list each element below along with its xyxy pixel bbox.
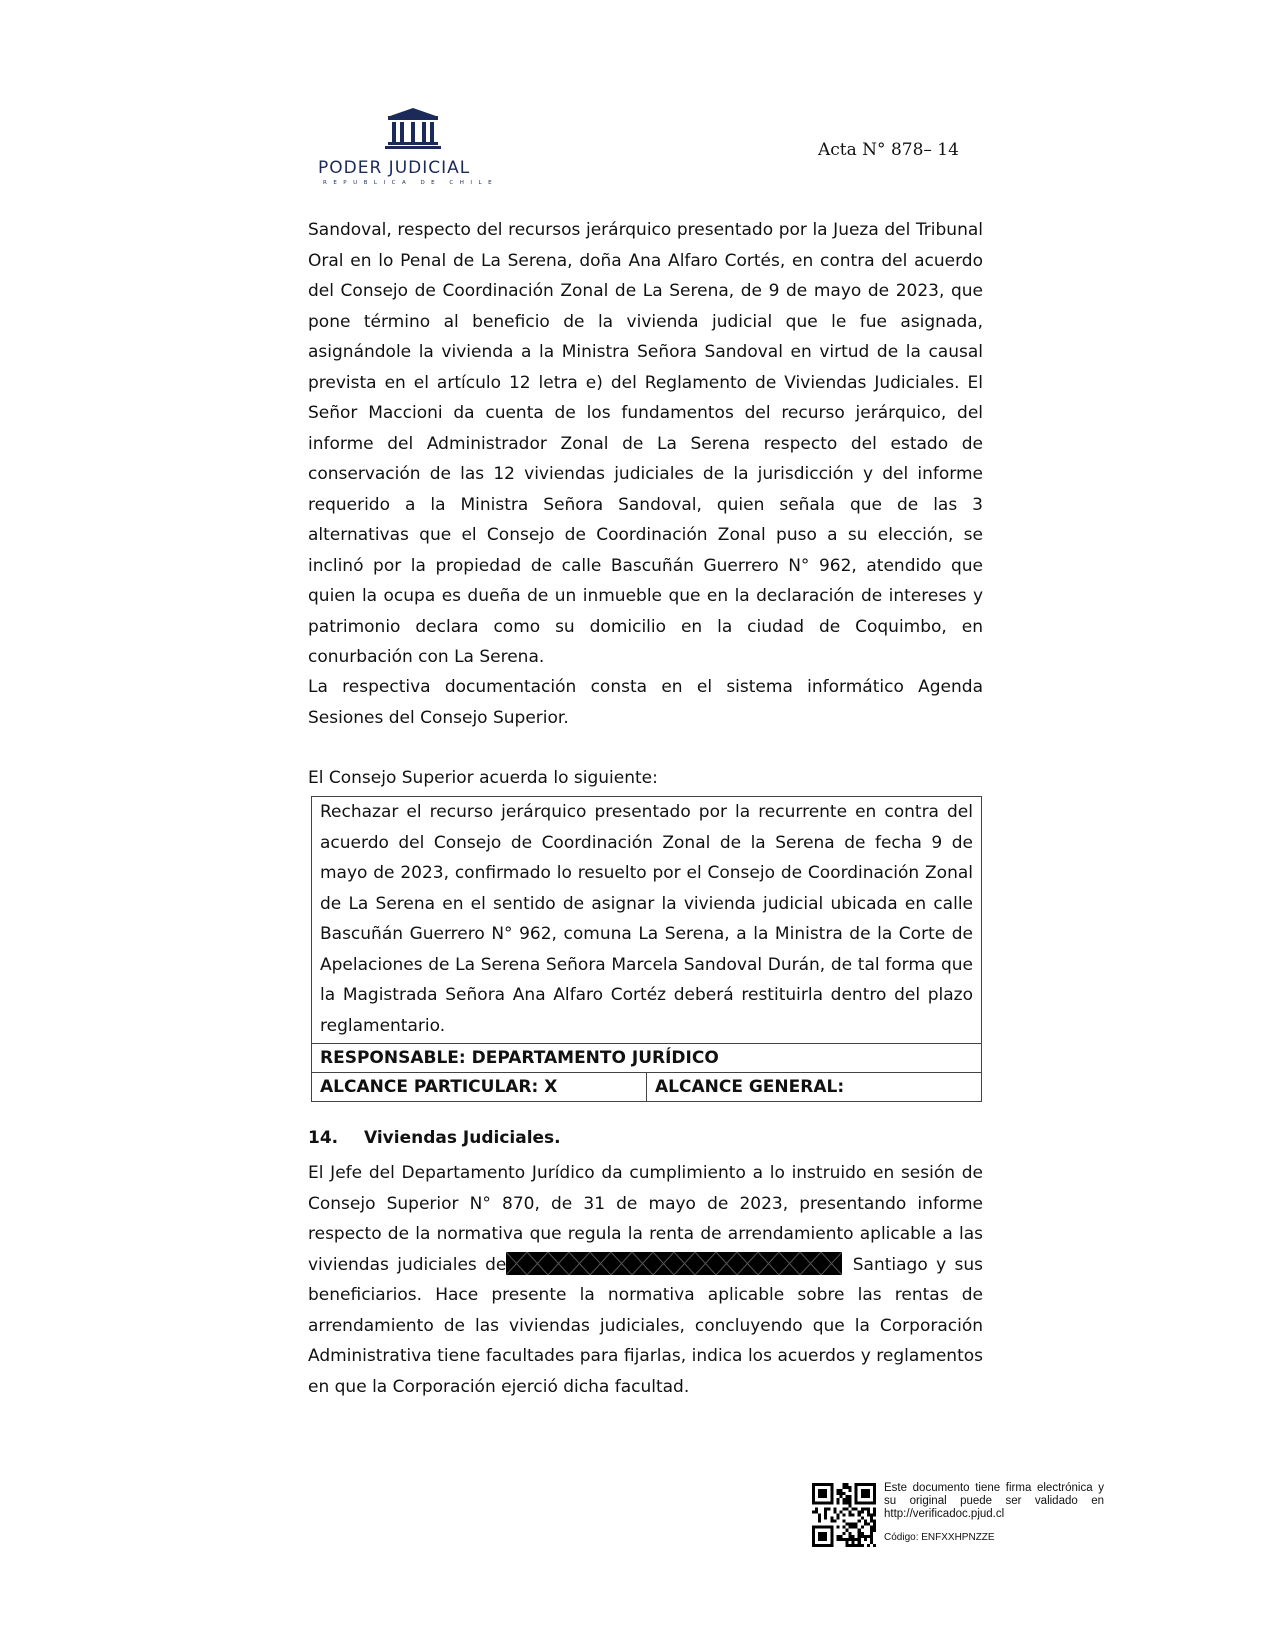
qr-code-icon — [812, 1483, 876, 1547]
redaction-block — [506, 1252, 842, 1275]
responsable-label: RESPONSABLE — [320, 1048, 459, 1068]
paragraph-2 — [308, 672, 983, 733]
section-number: 14. — [308, 1128, 339, 1148]
alcance-general: ALCANCE GENERAL: — [647, 1073, 982, 1102]
section-14-text-before: El Jefe del Departamento Jurídico da cumplimiento a lo instruido en sesión de Consejo Superior N° 870, de 31 de mayo de 2023, presentando informe respecto de la normativa que regula la renta de arrendamiento aplicable a las viviendas judiciales de — [308, 1163, 983, 1275]
courthouse-icon — [318, 108, 508, 158]
agreement-table — [311, 796, 982, 1102]
logo-subtitle: REPUBLICA DE CHILE — [323, 180, 499, 186]
responsable-row — [312, 1044, 982, 1073]
responsable-value: : DEPARTAMENTO JURÍDICO — [458, 1048, 719, 1068]
agreement-text: Rechazar el recurso jerárquico presentado por la recurrente en contra del acuerdo del Consejo de Coordinación Zonal de la Serena de fecha 9 de mayo de 2023, confirmado lo resuelto por el Consejo de Coordinación Zonal de La Serena en el sentido de asignar la vivienda judicial ubicada en calle Bascuñán Guerrero N° 962, comuna La Serena, a la Ministra de la Corte de Apelaciones de La Serena Señora Marcela Sandoval Durán, de tal forma que la Magistrada Señora Ana Alfaro Cortéz deberá restituirla dentro del plazo reglamentario. — [312, 797, 982, 1044]
logo-title: PODER JUDICIAL — [318, 158, 471, 178]
signature-validation-text: Este documento tiene firma electrónica y su original puede ser validado en http://verificadoc.pjud.cl — [884, 1482, 1104, 1520]
section-title: Viviendas Judiciales. — [364, 1128, 561, 1148]
poder-judicial-logo — [318, 108, 508, 194]
section-14-heading — [308, 1128, 561, 1148]
section-14-text-after: Santiago y sus beneficiarios. Hace presente la normativa aplicable sobre las rentas de arrendamiento de las viviendas judiciales, concluyendo que la Corporación Administrativa tiene facultades para fijarlas, indica los acuerdos y reglamentos en que la Corporación ejerció dicha facultad. — [308, 1254, 983, 1397]
alcance-particular: ALCANCE PARTICULAR: X — [312, 1073, 647, 1102]
paragraph-2-text: La respectiva documentación consta en el sistema informático Agenda Sesiones del Consejo Superior. — [308, 677, 983, 728]
electronic-signature-note — [884, 1482, 1104, 1544]
paragraph-1 — [308, 215, 983, 673]
section-14-paragraph — [308, 1158, 983, 1402]
agreement-intro: El Consejo Superior acuerda lo siguiente: — [308, 768, 658, 788]
verification-code: Código: ENFXXHPNZZE — [884, 1532, 995, 1543]
acta-number: Acta N° 878– 14 — [818, 140, 959, 160]
paragraph-1-text: Sandoval, respecto del recursos jerárquico presentado por la Jueza del Tribunal Oral en lo Penal de La Serena, doña Ana Alfaro Cortés, en contra del acuerdo del Consejo de Coordinación Zonal de La Serena, de 9 de mayo de 2023, que pone término al beneficio de la vivienda judicial que le fue asignada, asignándole la vivienda a la Ministra Señora Sandoval en virtud de la causal prevista en el artículo 12 letra e) del Reglamento de Viviendas Judiciales. El Señor Maccioni da cuenta de los fundamentos del recurso jerárquico, del informe del Administrador Zonal de La Serena respecto del estado de conservación de las 12 viviendas judiciales de la jurisdicción y del informe requerido a la Ministra Señora Sandoval, quien señala que de las 3 alternativas que el Consejo de Coordinación Zonal puso a su elección, se inclinó por la propiedad de calle Bascuñán Guerrero N° 962, atendido que quien la ocupa es dueña de un inmueble que en la declaración de intereses y patrimonio declara como su domicilio en la ciudad de Coquimbo, en conurbación con La Serena. — [308, 220, 983, 667]
